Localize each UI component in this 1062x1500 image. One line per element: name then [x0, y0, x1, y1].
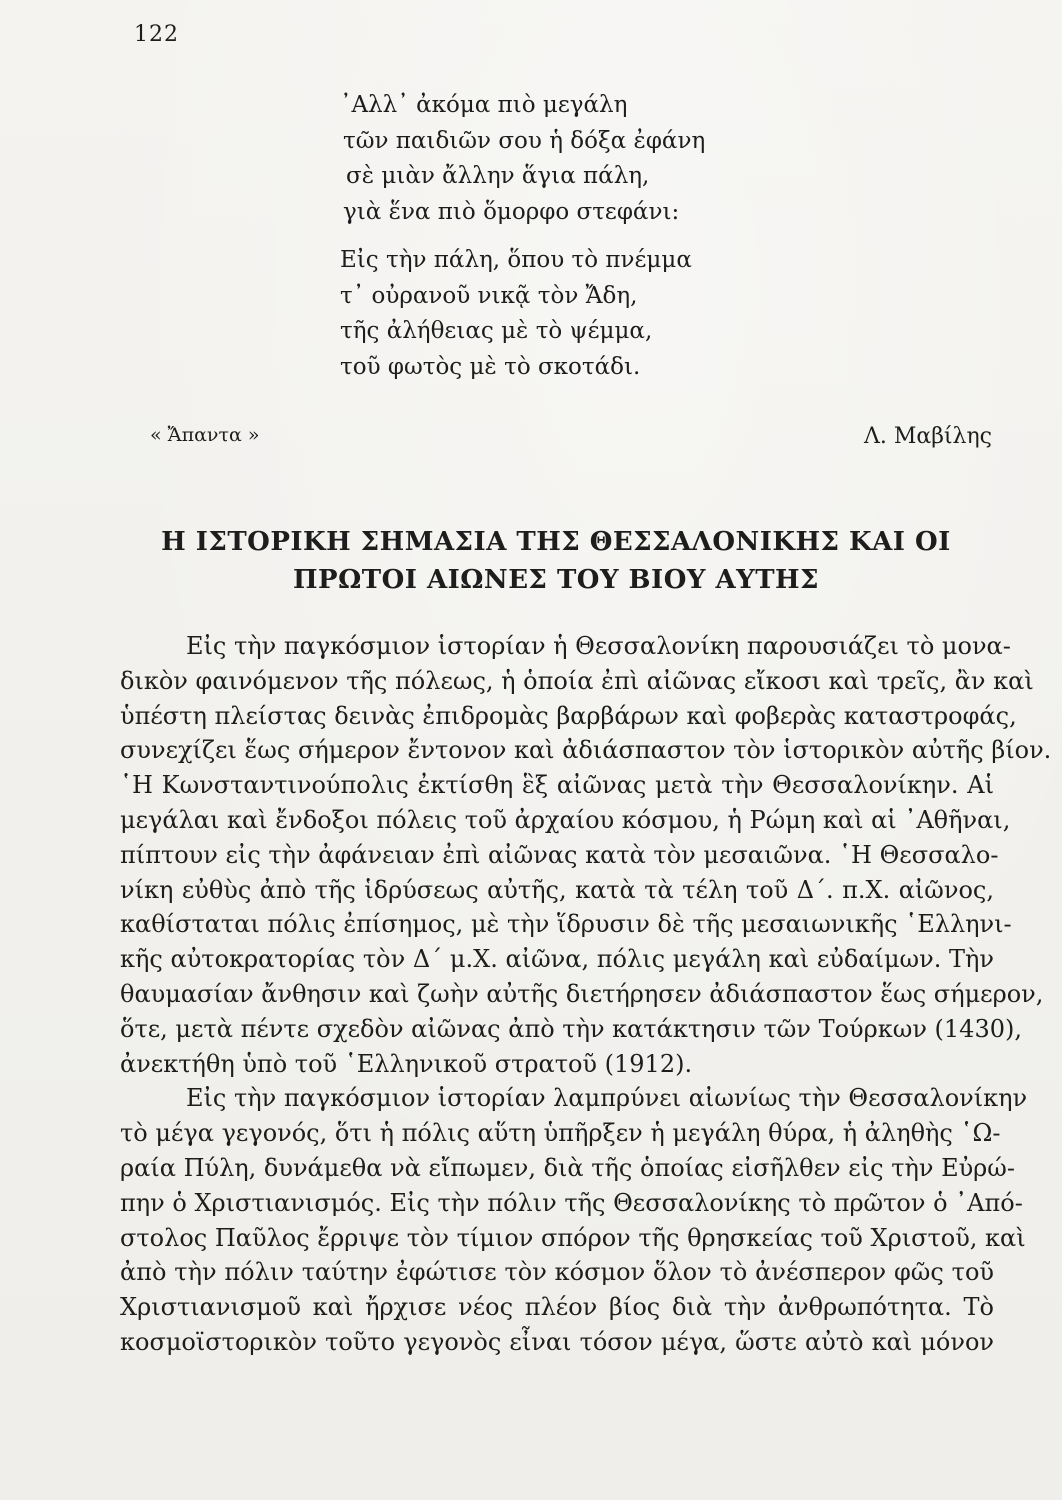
- text-line: πην ὁ Χριστιανισμός. Εἰς τὴν πόλιν τῆς Θεσσαλονίκης τὸ πρῶτον ὁ ᾽Από-: [120, 1188, 1023, 1217]
- paragraph-2: [120, 1081, 1028, 1359]
- text-line: κοσμοϊστορικὸν τοῦτο γεγονὸς εἶναι τόσον μέγα, ὥστε αὐτὸ καὶ μόνον: [120, 1327, 994, 1356]
- poem-line: Εἰς τὴν πάλη, ὅπου τὸ πνέμμα: [340, 247, 692, 273]
- section-heading: [120, 523, 992, 599]
- paragraph-1: [120, 629, 1052, 1081]
- text-line: ἀπὸ τὴν πόλιν ταύτην ἐφώτισε τὸν κόσμον ὅλον τὸ ἀνέσπερον φῶς τοῦ: [120, 1258, 994, 1287]
- text-line: μεγάλαι καὶ ἔνδοξοι πόλεις τοῦ ἀρχαίου κόσμου, ἡ Ρώμη καὶ αἱ ᾽Αθῆναι,: [120, 805, 1011, 834]
- heading-line-2: ΠΡΩΤΟΙ ΑΙΩΝΕΣ ΤΟΥ ΒΙΟΥ ΑΥΤΗΣ: [293, 565, 819, 595]
- text-line: Εἰς τὴν παγκόσμιον ἱστορίαν λαμπρύνει αἰωνίως τὴν Θεσσαλονίκην: [186, 1084, 1028, 1113]
- text-line: πίπτουν εἰς τὴν ἀφάνειαν ἐπὶ αἰῶνας κατὰ τὸν μεσαιῶνα. ῾Η Θεσσαλο-: [120, 840, 999, 869]
- poem-line: τ᾽ οὐρανοῦ νικᾷ τὸν Ἄδη,: [340, 282, 638, 309]
- text-line: θαυμασίαν ἄνθησιν καὶ ζωὴν αὐτῆς διετήρησεν ἀδιάσπαστον ἕως σήμερον,: [120, 979, 1044, 1008]
- poem-line: τῆς ἀλήθειας μὲ τὸ ψέμμα,: [340, 318, 653, 344]
- poem-line: γιὰ ἕνα πιὸ ὅμορφο στεφάνι:: [343, 198, 680, 225]
- text-line: ἀνεκτήθη ὑπὸ τοῦ ῾Ελληνικοῦ στρατοῦ (1912).: [120, 1049, 693, 1078]
- text-line: ραία Πύλη, δυνάμεθα νὰ εἴπωμεν, διὰ τῆς ὁποίας εἰσῆλθεν εἰς τὴν Εὐρώ-: [120, 1153, 1015, 1182]
- text-line: ὅτε, μετὰ πέντε σχεδὸν αἰῶνας ἀπὸ τὴν κατάκτησιν τῶν Τούρκων (1430),: [120, 1014, 1022, 1043]
- text-line: στολος Παῦλος ἔρριψε τὸν τίμιον σπόρον τῆς θρησκείας τοῦ Χριστοῦ, καὶ: [120, 1223, 1026, 1252]
- body-text: [120, 629, 1052, 1360]
- poem: [340, 88, 705, 398]
- poem-stanza: [340, 88, 705, 230]
- text-line: Χριστιανισμοῦ καὶ ἤρχισε νέος πλέον βίος διὰ τὴν ἀνθρωπότητα. Τὸ: [120, 1293, 994, 1322]
- attribution-source: « Ἄπαντα »: [150, 424, 260, 446]
- text-line: νίκη εὐθὺς ἀπὸ τῆς ἱδρύσεως αὐτῆς, κατὰ τὰ τέλη τοῦ Δ΄. π.Χ. αἰῶνος,: [120, 875, 994, 904]
- text-line: καθίσταται πόλις ἐπίσημος, μὲ τὴν ἵδρυσιν δὲ τῆς μεσαιωνικῆς ῾Ελληνι-: [120, 910, 1012, 939]
- poem-stanza: [340, 243, 705, 385]
- text-line: τὸ μέγα γεγονός, ὅτι ἡ πόλις αὕτη ὑπῆρξεν ἡ μεγάλη θύρα, ἡ ἀληθὴς ῾Ω-: [120, 1119, 1001, 1148]
- poem-line: τοῦ φωτὸς μὲ τὸ σκοτάδι.: [340, 353, 641, 380]
- poem-line: σὲ μιὰν ἄλλην ἅγια πάλη,: [346, 163, 650, 189]
- poem-line: τῶν παιδιῶν σου ἡ δόξα ἐφάνη: [343, 127, 706, 154]
- text-line: Εἰς τὴν παγκόσμιον ἱστορίαν ἡ Θεσσαλονίκη παρουσιάζει τὸ μονα-: [186, 632, 1011, 660]
- text-line: ῾Η Κωνσταντινούπολις ἐκτίσθη ἓξ αἰῶνας μετὰ τὴν Θεσσαλονίκην. Αἱ: [120, 771, 994, 800]
- text-line: κῆς αὐτοκρατορίας τὸν Δ΄ μ.Χ. αἰῶνα, πόλις μεγάλη καὶ εὐδαίμων. Τὴν: [120, 945, 994, 974]
- attribution-author: Λ. Μαβίλης: [863, 424, 992, 449]
- poem-line: ᾽Αλλ᾽ ἀκόμα πιὸ μεγάλη: [340, 92, 628, 118]
- poem-attribution: [150, 424, 992, 449]
- text-line: συνεχίζει ἕως σήμερον ἔντονον καὶ ἀδιάσπαστον τὸν ἱστορικὸν αὐτῆς βίον.: [120, 736, 1052, 765]
- text-line: ὑπέστη πλείστας δεινὰς ἐπιδρομὰς βαρβάρων καὶ φοβερὰς καταστροφάς,: [120, 701, 1017, 730]
- page-number: 122: [134, 22, 179, 47]
- text-line: δικὸν φαινόμενον τῆς πόλεως, ἡ ὁποία ἐπὶ αἰῶνας εἴκοσι καὶ τρεῖς, ἂν καὶ: [120, 666, 1034, 695]
- heading-line-1: Η ΙΣΤΟΡΙΚΗ ΣΗΜΑΣΙΑ ΤΗΣ ΘΕΣΣΑΛΟΝΙΚΗΣ ΚΑΙ ΟΙ: [161, 527, 951, 557]
